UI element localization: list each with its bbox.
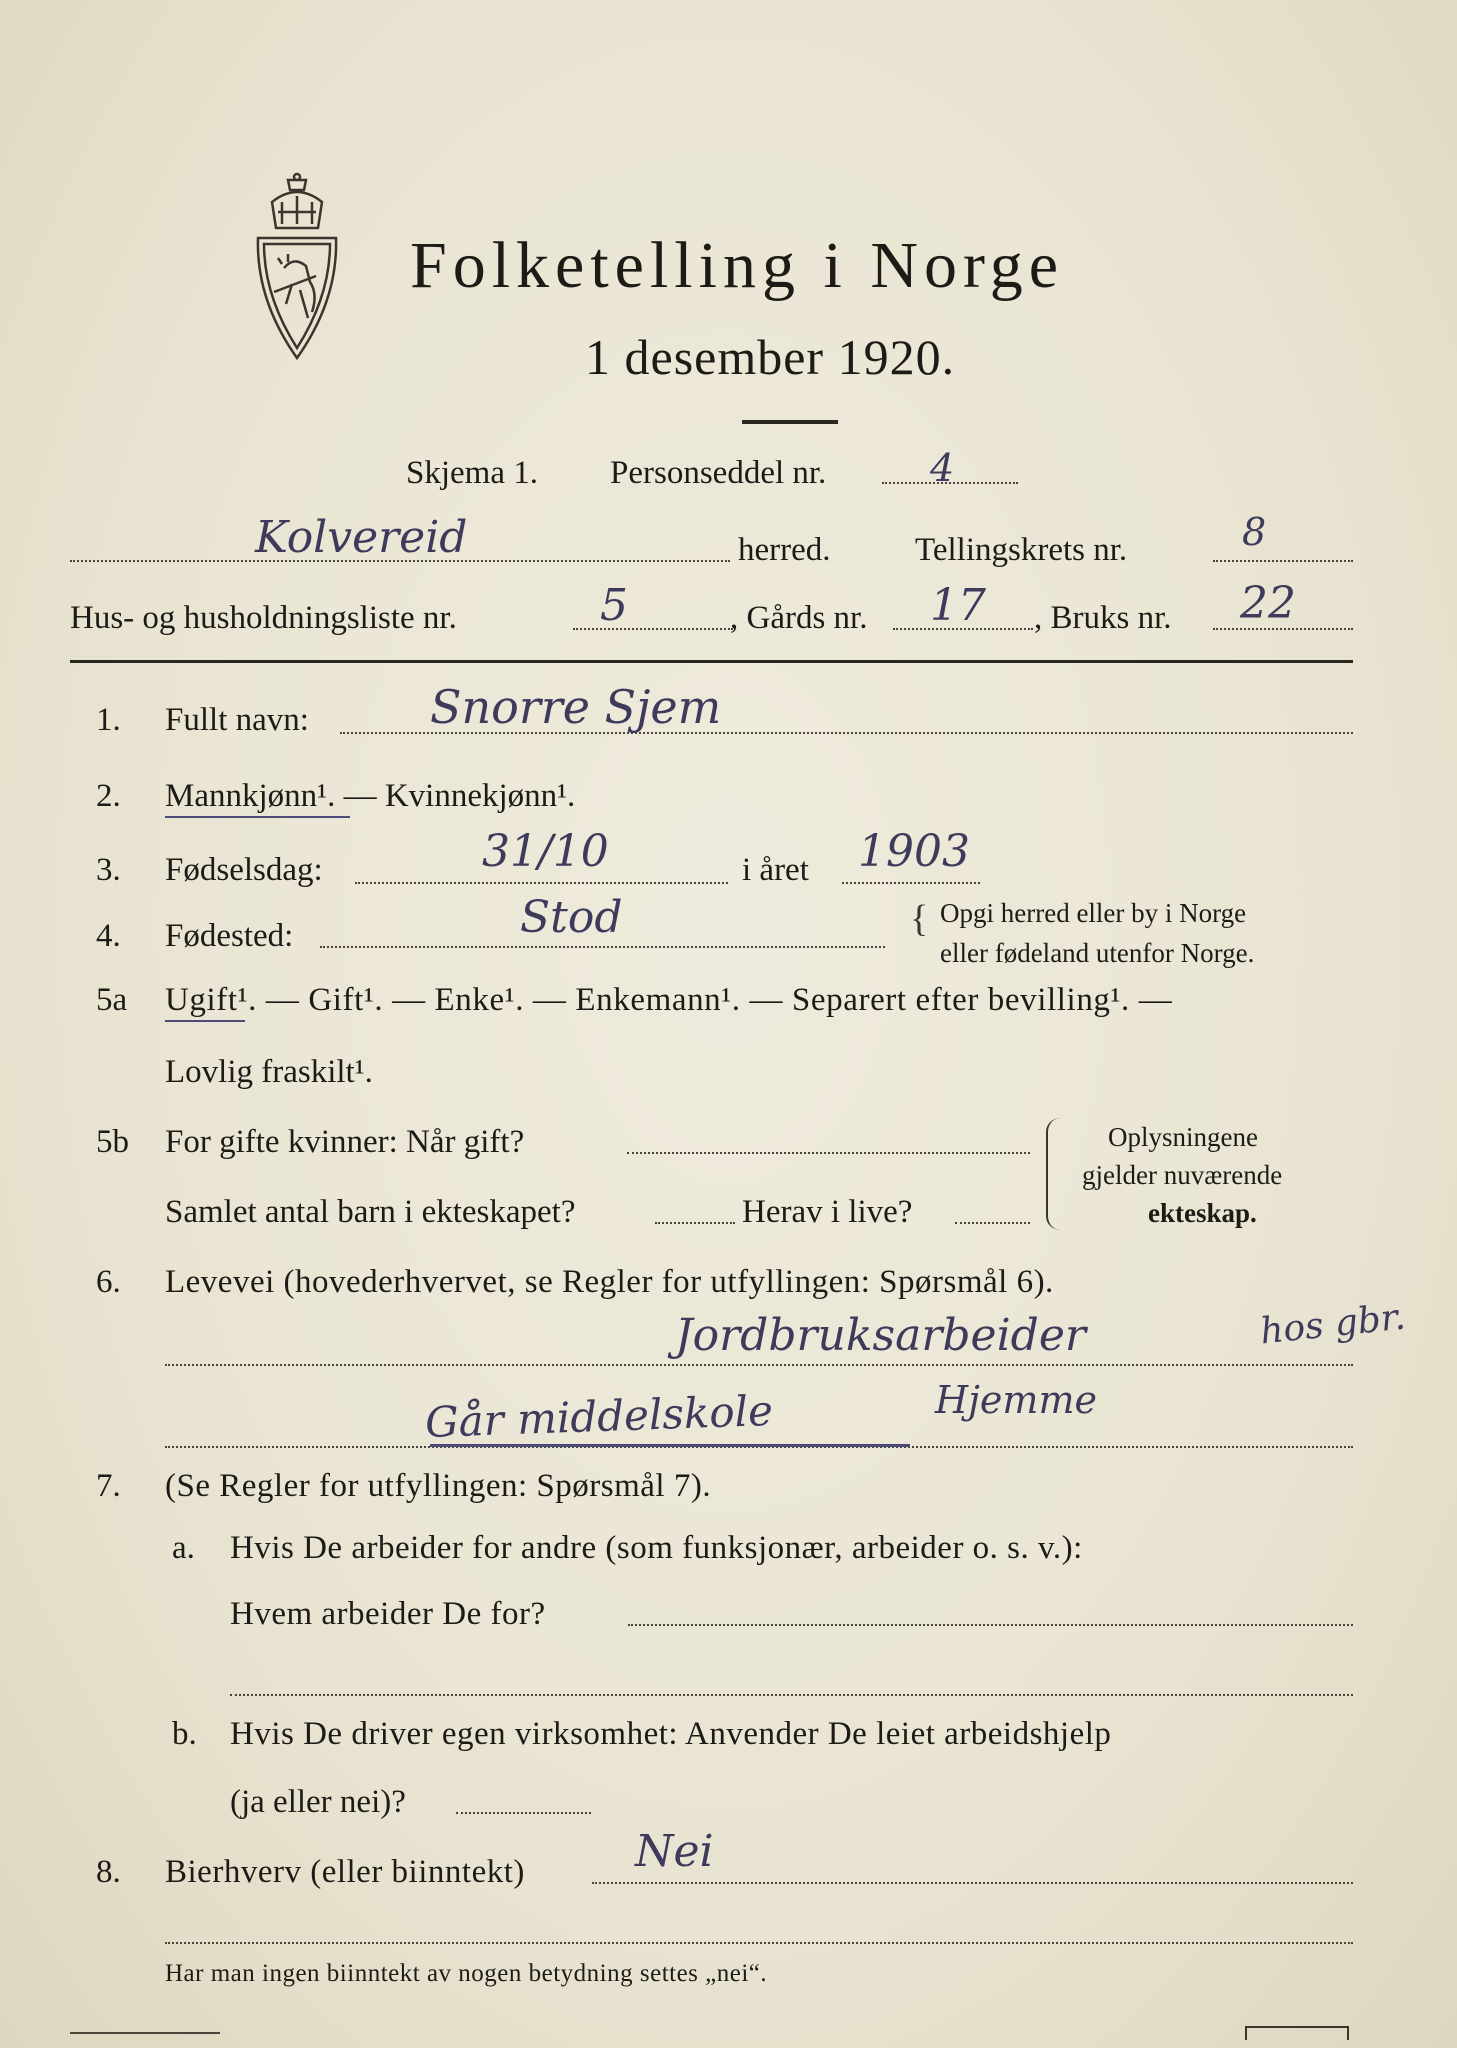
q1-value: Snorre Sjem xyxy=(430,680,722,734)
tellingskrets-field[interactable] xyxy=(1213,560,1353,562)
q8-field[interactable] xyxy=(592,1882,1353,1884)
q8-field-line2[interactable] xyxy=(165,1942,1353,1944)
q3-year-value: 1903 xyxy=(858,826,970,877)
header-separator xyxy=(70,660,1353,663)
q7b-text: Hvis De driver egen virksomhet: Anvender De leiet arbeidshjelp xyxy=(230,1716,1112,1752)
form-title: Folketelling i Norge xyxy=(410,229,1065,302)
q7a-question: Hvem arbeider De for? xyxy=(230,1596,546,1632)
q4-field[interactable] xyxy=(320,946,885,948)
q3-year-label: i året xyxy=(742,852,809,888)
q7a-text: Hvis De arbeider for andre (som funksjonær, arbeider o. s. v.): xyxy=(230,1530,1083,1566)
q7a-field-line2[interactable] xyxy=(230,1694,1353,1696)
q6-value2: Går middelskole xyxy=(424,1385,774,1448)
q5a-options xyxy=(165,982,1172,1019)
q2-options xyxy=(165,778,575,815)
mannkjonn-underline xyxy=(165,816,350,818)
hus-field[interactable] xyxy=(573,628,733,630)
q6-value2-underline xyxy=(430,1444,910,1447)
q7-label: (Se Regler for utfyllingen: Spørsmål 7). xyxy=(165,1468,712,1504)
census-date: 1 desember 1920. xyxy=(585,329,956,385)
q5b-antal-barn-field[interactable] xyxy=(655,1222,735,1224)
hus-value: 5 xyxy=(600,580,628,631)
q4-note-line1: Opgi herred eller by i Norge xyxy=(940,898,1247,928)
q3-day-field[interactable] xyxy=(355,882,728,884)
q5b-label-herav: Herav i live? xyxy=(742,1194,913,1230)
herred-value: Kolvereid xyxy=(255,512,468,563)
q4-brace: { xyxy=(910,898,929,940)
q3-year-field[interactable] xyxy=(842,882,980,884)
skjema-label: Skjema 1. xyxy=(406,455,538,491)
q6-number: 6. xyxy=(96,1264,121,1300)
q7a-field[interactable] xyxy=(628,1624,1353,1626)
bruks-value: 22 xyxy=(1240,578,1296,629)
q4-label: Fødested: xyxy=(165,918,294,954)
tellingskrets-value: 8 xyxy=(1242,510,1267,554)
q5b-number: 5b xyxy=(96,1124,129,1160)
title-divider xyxy=(742,420,838,424)
q7-number: 7. xyxy=(96,1468,121,1504)
q2-separator: ¹. — xyxy=(317,778,385,814)
footnote-rule xyxy=(70,2032,220,2034)
page-mark xyxy=(1245,2026,1349,2040)
q8-number: 8. xyxy=(96,1854,121,1890)
q3-value: 31/10 xyxy=(482,826,609,877)
q5b-note-line1: Oplysningene xyxy=(1108,1122,1258,1152)
q5a-lovlig-fraskilt[interactable]: Lovlig fraskilt¹. xyxy=(165,1054,373,1090)
q1-number: 1. xyxy=(96,702,121,738)
norwegian-coat-of-arms-icon xyxy=(238,172,356,368)
q2-kvinnekjonn[interactable]: Kvinnekjønn¹. xyxy=(384,778,576,814)
q5a-number: 5a xyxy=(96,982,128,1018)
q8-label: Bierhverv (eller biinntekt) xyxy=(165,1854,525,1890)
personseddel-value: 4 xyxy=(930,446,955,490)
q5a-ugift[interactable]: Ugift xyxy=(165,982,238,1018)
q4-number: 4. xyxy=(96,918,121,954)
bruks-label: , Bruks nr. xyxy=(1034,600,1172,636)
q7b-field[interactable] xyxy=(456,1812,591,1814)
q3-label: Fødselsdag: xyxy=(165,852,323,888)
q2-mannkjonn[interactable]: Mannkjønn xyxy=(165,778,318,814)
q5b-label-antal-barn: Samlet antal barn i ekteskapet? xyxy=(165,1194,576,1230)
hus-label: Hus- og husholdningsliste nr. xyxy=(70,600,457,636)
q6-value1: Jordbruksarbeider xyxy=(675,1310,1086,1361)
herred-label: herred. xyxy=(738,532,831,568)
tellingskrets-label: Tellingskrets nr. xyxy=(915,532,1128,568)
q8-value: Nei xyxy=(635,1826,714,1877)
q6-field-line1[interactable] xyxy=(165,1364,1353,1366)
q5b-nar-gift-field[interactable] xyxy=(627,1152,1030,1154)
q6-value1b: hos gbr. xyxy=(1258,1296,1408,1353)
q7b-question: (ja eller nei)? xyxy=(230,1784,406,1820)
footnote: Har man ingen biinntekt av nogen betydning settes „nei“. xyxy=(165,1960,768,1987)
q6-label: Levevei (hovederhvervet, se Regler for utfyllingen: Spørsmål 6). xyxy=(165,1264,1054,1300)
q5b-paren xyxy=(1046,1118,1062,1230)
q4-value: Stod xyxy=(520,892,623,943)
q5b-label-nar-gift: For gifte kvinner: Når gift? xyxy=(165,1124,525,1160)
gards-value: 17 xyxy=(930,580,986,631)
q6-value2b: Hjemme xyxy=(935,1378,1097,1422)
ugift-underline xyxy=(165,1020,245,1022)
q4-note-line2: eller fødeland utenfor Norge. xyxy=(940,938,1255,968)
personseddel-label: Personseddel nr. xyxy=(610,455,827,491)
q3-number: 3. xyxy=(96,852,121,888)
q5b-note-line2: gjelder nuværende xyxy=(1082,1160,1283,1190)
q2-number: 2. xyxy=(96,778,121,814)
gards-label: , Gårds nr. xyxy=(730,600,868,636)
q1-label: Fullt navn: xyxy=(165,702,309,738)
q5a-other-options[interactable]: ¹. — Gift¹. — Enke¹. — Enkemann¹. — Separert efter bevilling¹. — xyxy=(237,982,1173,1018)
q5b-herav-field[interactable] xyxy=(955,1222,1030,1224)
q5b-note-line3: ekteskap. xyxy=(1148,1198,1257,1228)
q7a-letter: a. xyxy=(172,1530,195,1566)
q7b-letter: b. xyxy=(172,1716,197,1752)
